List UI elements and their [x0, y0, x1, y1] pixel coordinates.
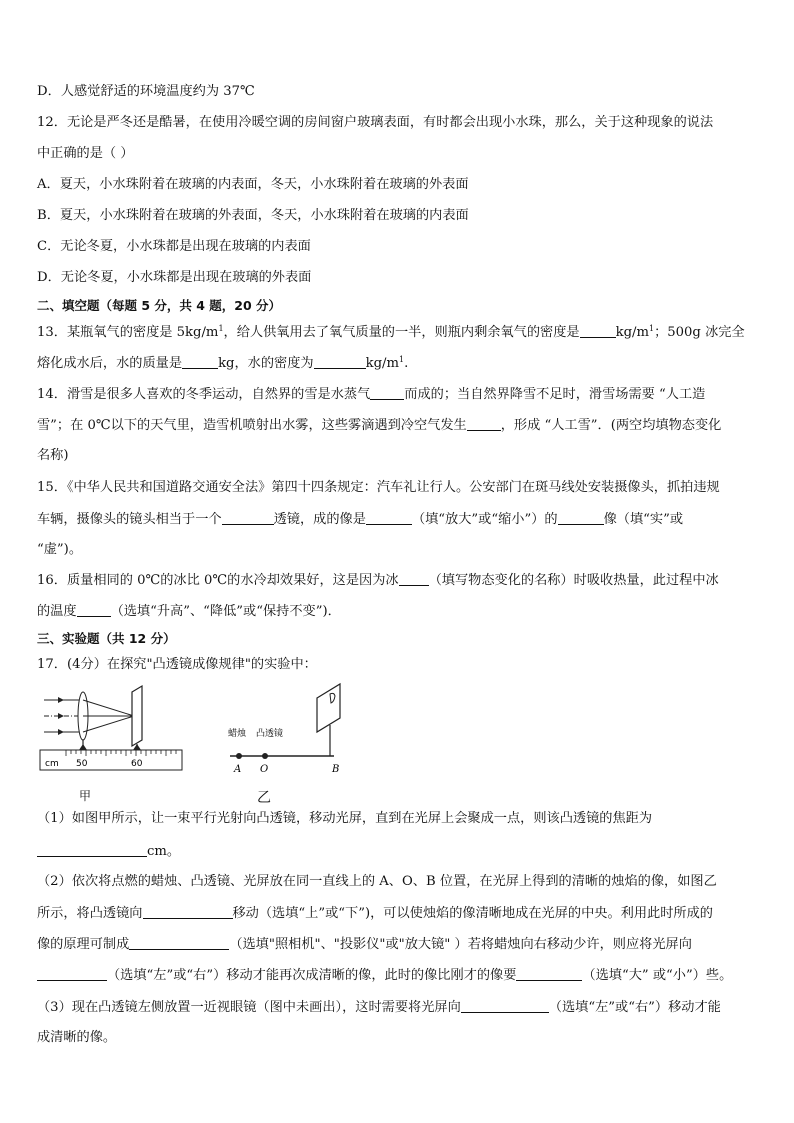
q14-line2	[37, 416, 721, 435]
q17-part2-line3	[37, 935, 692, 954]
q13-sup: 1	[648, 324, 655, 333]
q17-text: （选填"照相机"、"投影仪"或"放大镜" ）若将蜡烛向右移动少许，则应将光屏向	[229, 937, 692, 952]
q13-line2	[37, 354, 408, 373]
q15-line2	[37, 510, 683, 529]
q15-text: 像（填“实”或	[603, 512, 684, 527]
answer-blank[interactable]	[399, 571, 429, 586]
figure-yi-label: 乙	[257, 790, 271, 806]
q17-stem: 17．(4分）在探究"凸透镜成像规律"的实验中：	[37, 657, 317, 672]
q13-sup: 1	[218, 324, 224, 333]
figure-jia	[36, 684, 186, 774]
q13-text: ；500g 冰完全	[654, 325, 745, 340]
q12-option-c: C．无论冬夏，小水珠都是出现在玻璃的内表面	[37, 239, 311, 254]
q16-text: （选填“升高”、“降低”或“保持不变”)．	[110, 604, 341, 619]
q13-line1	[37, 323, 745, 342]
q15-text: 透镜，成的像是	[273, 512, 366, 527]
point-a	[236, 753, 242, 759]
light-ray	[83, 716, 134, 732]
q17-text: 移动（选填“上”或“下”)，可以使烛焰的像清晰地成在光屏的中央。利用此时所成的	[232, 906, 713, 921]
q15-line1: 15．《中华人民共和国道路交通安全法》第四十四条规定：汽车礼让行人。公安部门在斑马线处安装摄像头，抓拍违规	[37, 480, 720, 495]
q17-text: （3）现在凸透镜左侧放置一近视眼镜（图中未画出），这时需要将光屏向	[37, 1000, 461, 1015]
figure-yi	[222, 680, 372, 780]
lens-label: 凸透镜	[256, 729, 284, 739]
section-3-heading: 三、实验题（共 12 分）	[37, 631, 176, 646]
q17-text: 所示，将凸透镜向	[37, 906, 143, 921]
q13-text: kg/m	[615, 325, 649, 340]
q13-text: ，给人供氧用去了氧气质量的一半，则瓶内剩余氧气的密度是	[223, 325, 580, 340]
answer-blank[interactable]	[370, 385, 404, 400]
section-2-heading: 二、填空题（每题 5 分，共 4 题，20 分）	[37, 298, 282, 313]
q11-option-d: D．人感觉舒适的环境温度约为 37℃	[37, 84, 255, 99]
point-o	[262, 753, 268, 759]
label-o: O	[260, 764, 269, 775]
q17-part2-line1: （2）依次将点燃的蜡烛、凸透镜、光屏放在同一直线上的 A、O、B 位置，在光屏上得到的清晰的烛焰的像，如图乙	[37, 874, 717, 889]
q14-line3: 名称)	[37, 448, 69, 463]
candle-label: 蜡烛	[228, 729, 247, 739]
answer-blank[interactable]	[516, 966, 582, 981]
q17-text: （选填“左”或“右”）移动才能再次成清晰的像，此时的像比刚才的像要	[107, 968, 517, 983]
q12-option-b: B．夏天，小水珠附着在玻璃的外表面，冬天，小水珠附着在玻璃的内表面	[37, 208, 469, 223]
arrow-icon	[58, 697, 64, 703]
q15-text: 车辆，摄像头的镜头相当于一个	[37, 512, 222, 527]
answer-blank[interactable]	[222, 510, 274, 525]
ruler-tick-60: 60	[131, 759, 143, 769]
q17-part3-line1	[37, 998, 721, 1017]
q14-text: 而成的；当自然界降雪不足时，滑雪场需要 “人工造	[404, 387, 706, 402]
q12-option-a: A．夏天，小水珠附着在玻璃的内表面，冬天，小水珠附着在玻璃的外表面	[37, 177, 469, 192]
q17-part2-line2	[37, 904, 713, 923]
q17-part3-line2: 成清晰的像。	[37, 1030, 117, 1045]
q14-text: ，形成 “人工雪”．(两空均填物态变化	[500, 418, 722, 433]
q16-text: （填写物态变化的名称）时吸收热量，此过程中冰	[428, 573, 719, 588]
light-screen	[317, 684, 340, 732]
lens-stand-base	[79, 744, 87, 750]
q16-text: 16．质量相同的 0℃的冰比 0℃的水冷却效果好，这是因为冰	[37, 573, 399, 588]
q17-text: cm。	[147, 844, 181, 859]
answer-blank[interactable]	[558, 510, 604, 525]
label-b: B	[332, 764, 340, 775]
answer-blank[interactable]	[37, 966, 107, 981]
q16-line1	[37, 571, 719, 590]
q17-part1-line1: （1）如图甲所示，让一束平行光射向凸透镜，移动光屏，直到在光屏上会聚成一点，则该凸透镜的焦距为	[37, 811, 653, 826]
q13-text: kg，水的密度为	[218, 356, 314, 371]
arrow-icon	[58, 729, 64, 735]
q12-stem-line1: 12．无论是严冬还是酷暑，在使用冷暖空调的房间窗户玻璃表面，有时都会出现小水珠，那么，关于这种现象的说法	[37, 115, 714, 130]
q13-sup: 1	[399, 355, 405, 364]
answer-blank[interactable]	[461, 998, 549, 1013]
arrow-icon	[58, 713, 64, 719]
ruler-unit: cm	[45, 759, 59, 769]
q13-text: 熔化成水后，水的质量是	[37, 356, 183, 371]
q16-line2	[37, 602, 341, 621]
q17-text: （选填“大” 或“小”）些。	[582, 968, 733, 983]
answer-blank[interactable]	[314, 354, 366, 369]
answer-blank[interactable]	[37, 842, 147, 857]
q16-text: 的温度	[37, 604, 77, 619]
label-a: A	[234, 764, 242, 775]
q13-text: kg/m	[365, 356, 400, 371]
q17-text: 像的原理可制成	[37, 937, 130, 952]
q17-part2-line4	[37, 966, 732, 985]
light-ray	[83, 700, 134, 716]
q14-line1	[37, 385, 705, 404]
q12-option-d: D．无论冬夏，小水珠都是出现在玻璃的外表面	[37, 270, 312, 285]
answer-blank[interactable]	[182, 354, 218, 369]
q15-text: （填“放大”或“缩小”）的	[411, 512, 558, 527]
answer-blank[interactable]	[580, 323, 616, 338]
q14-text: 14．滑雪是很多人喜欢的冬季运动，自然界的雪是水蒸气	[37, 387, 371, 402]
q15-line3: “虚”)。	[37, 542, 83, 557]
answer-blank[interactable]	[467, 416, 501, 431]
q17-text: （选填“左”或“右”）移动才能	[548, 1000, 721, 1015]
figure-jia-label: 甲	[79, 789, 92, 803]
light-screen	[132, 686, 142, 746]
answer-blank[interactable]	[77, 602, 111, 617]
q17-part1-line2	[37, 842, 180, 861]
q13-text: .	[404, 356, 409, 371]
answer-blank[interactable]	[129, 935, 229, 950]
q14-text: 雪”；在 0℃以下的天气里，造雪机喷射出水雾，这些雾滴遇到冷空气发生	[37, 418, 467, 433]
answer-blank[interactable]	[366, 510, 412, 525]
q13-text: 13．某瓶氧气的密度是 5kg/m	[37, 325, 219, 340]
q12-stem-line2: 中正确的是（ ）	[37, 146, 134, 161]
ruler-tick-50: 50	[76, 759, 88, 769]
answer-blank[interactable]	[143, 904, 233, 919]
